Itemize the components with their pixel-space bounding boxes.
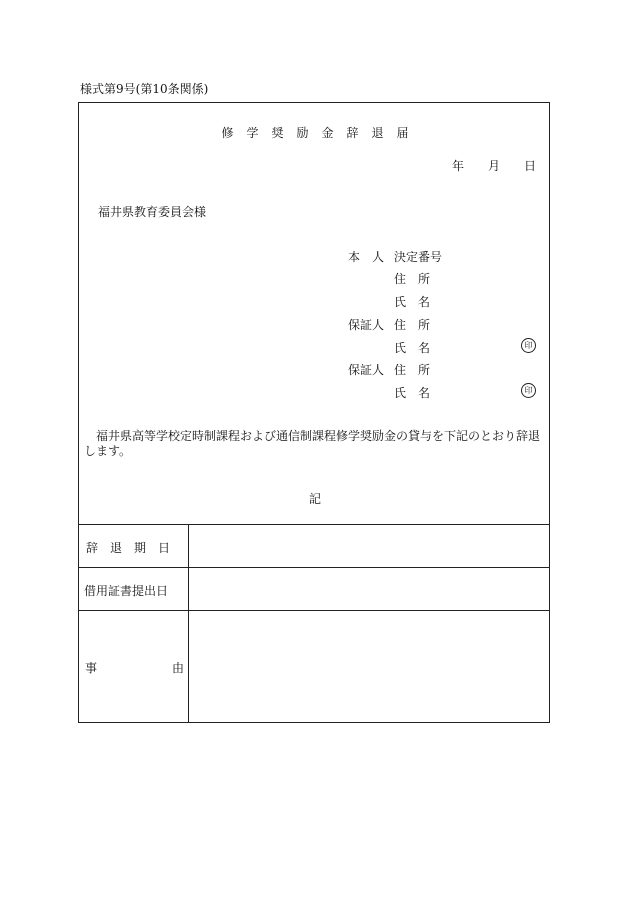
document-title: 修学奨励金辞退届: [221, 126, 422, 140]
date-year: 年: [452, 159, 465, 173]
certificate-date-field[interactable]: [190, 568, 548, 609]
applicant-address-label: 住 所: [394, 272, 431, 286]
certificate-date-label: 借用証書提出日: [84, 584, 169, 598]
withdrawal-date-label: 辞 退 期 日: [86, 541, 171, 555]
guarantor1-name-label: 氏 名: [394, 341, 431, 355]
date-month: 月: [488, 159, 501, 173]
ki-heading: 記: [308, 492, 321, 506]
withdrawal-statement: 福井県高等学校定時制課程および通信制課程修学奨励金の貸与を下記のとおり辞退します。: [84, 429, 541, 458]
seal-mark: 印: [521, 383, 536, 398]
date-day: 日: [524, 159, 537, 173]
reason-label-head: 事: [85, 661, 98, 675]
addressee: 福井県教育委員会様: [98, 205, 207, 219]
reason-label-tail: 由: [172, 661, 185, 675]
seal-mark: 印: [521, 338, 536, 353]
applicant-role: 本 人: [348, 250, 385, 264]
decision-number-label: 決定番号: [394, 250, 443, 264]
applicant-name-label: 氏 名: [394, 295, 431, 309]
form-number-label: 様式第9号(第10条関係): [80, 82, 209, 96]
withdrawal-date-field[interactable]: [190, 525, 548, 566]
reason-field[interactable]: [190, 611, 548, 721]
guarantor2-name-label: 氏 名: [394, 386, 431, 400]
guarantor1-role: 保証人: [348, 318, 385, 332]
table-column-divider: [188, 524, 189, 722]
guarantor2-address-label: 住 所: [394, 363, 431, 377]
guarantor1-address-label: 住 所: [394, 318, 431, 332]
guarantor2-role: 保証人: [348, 363, 385, 377]
